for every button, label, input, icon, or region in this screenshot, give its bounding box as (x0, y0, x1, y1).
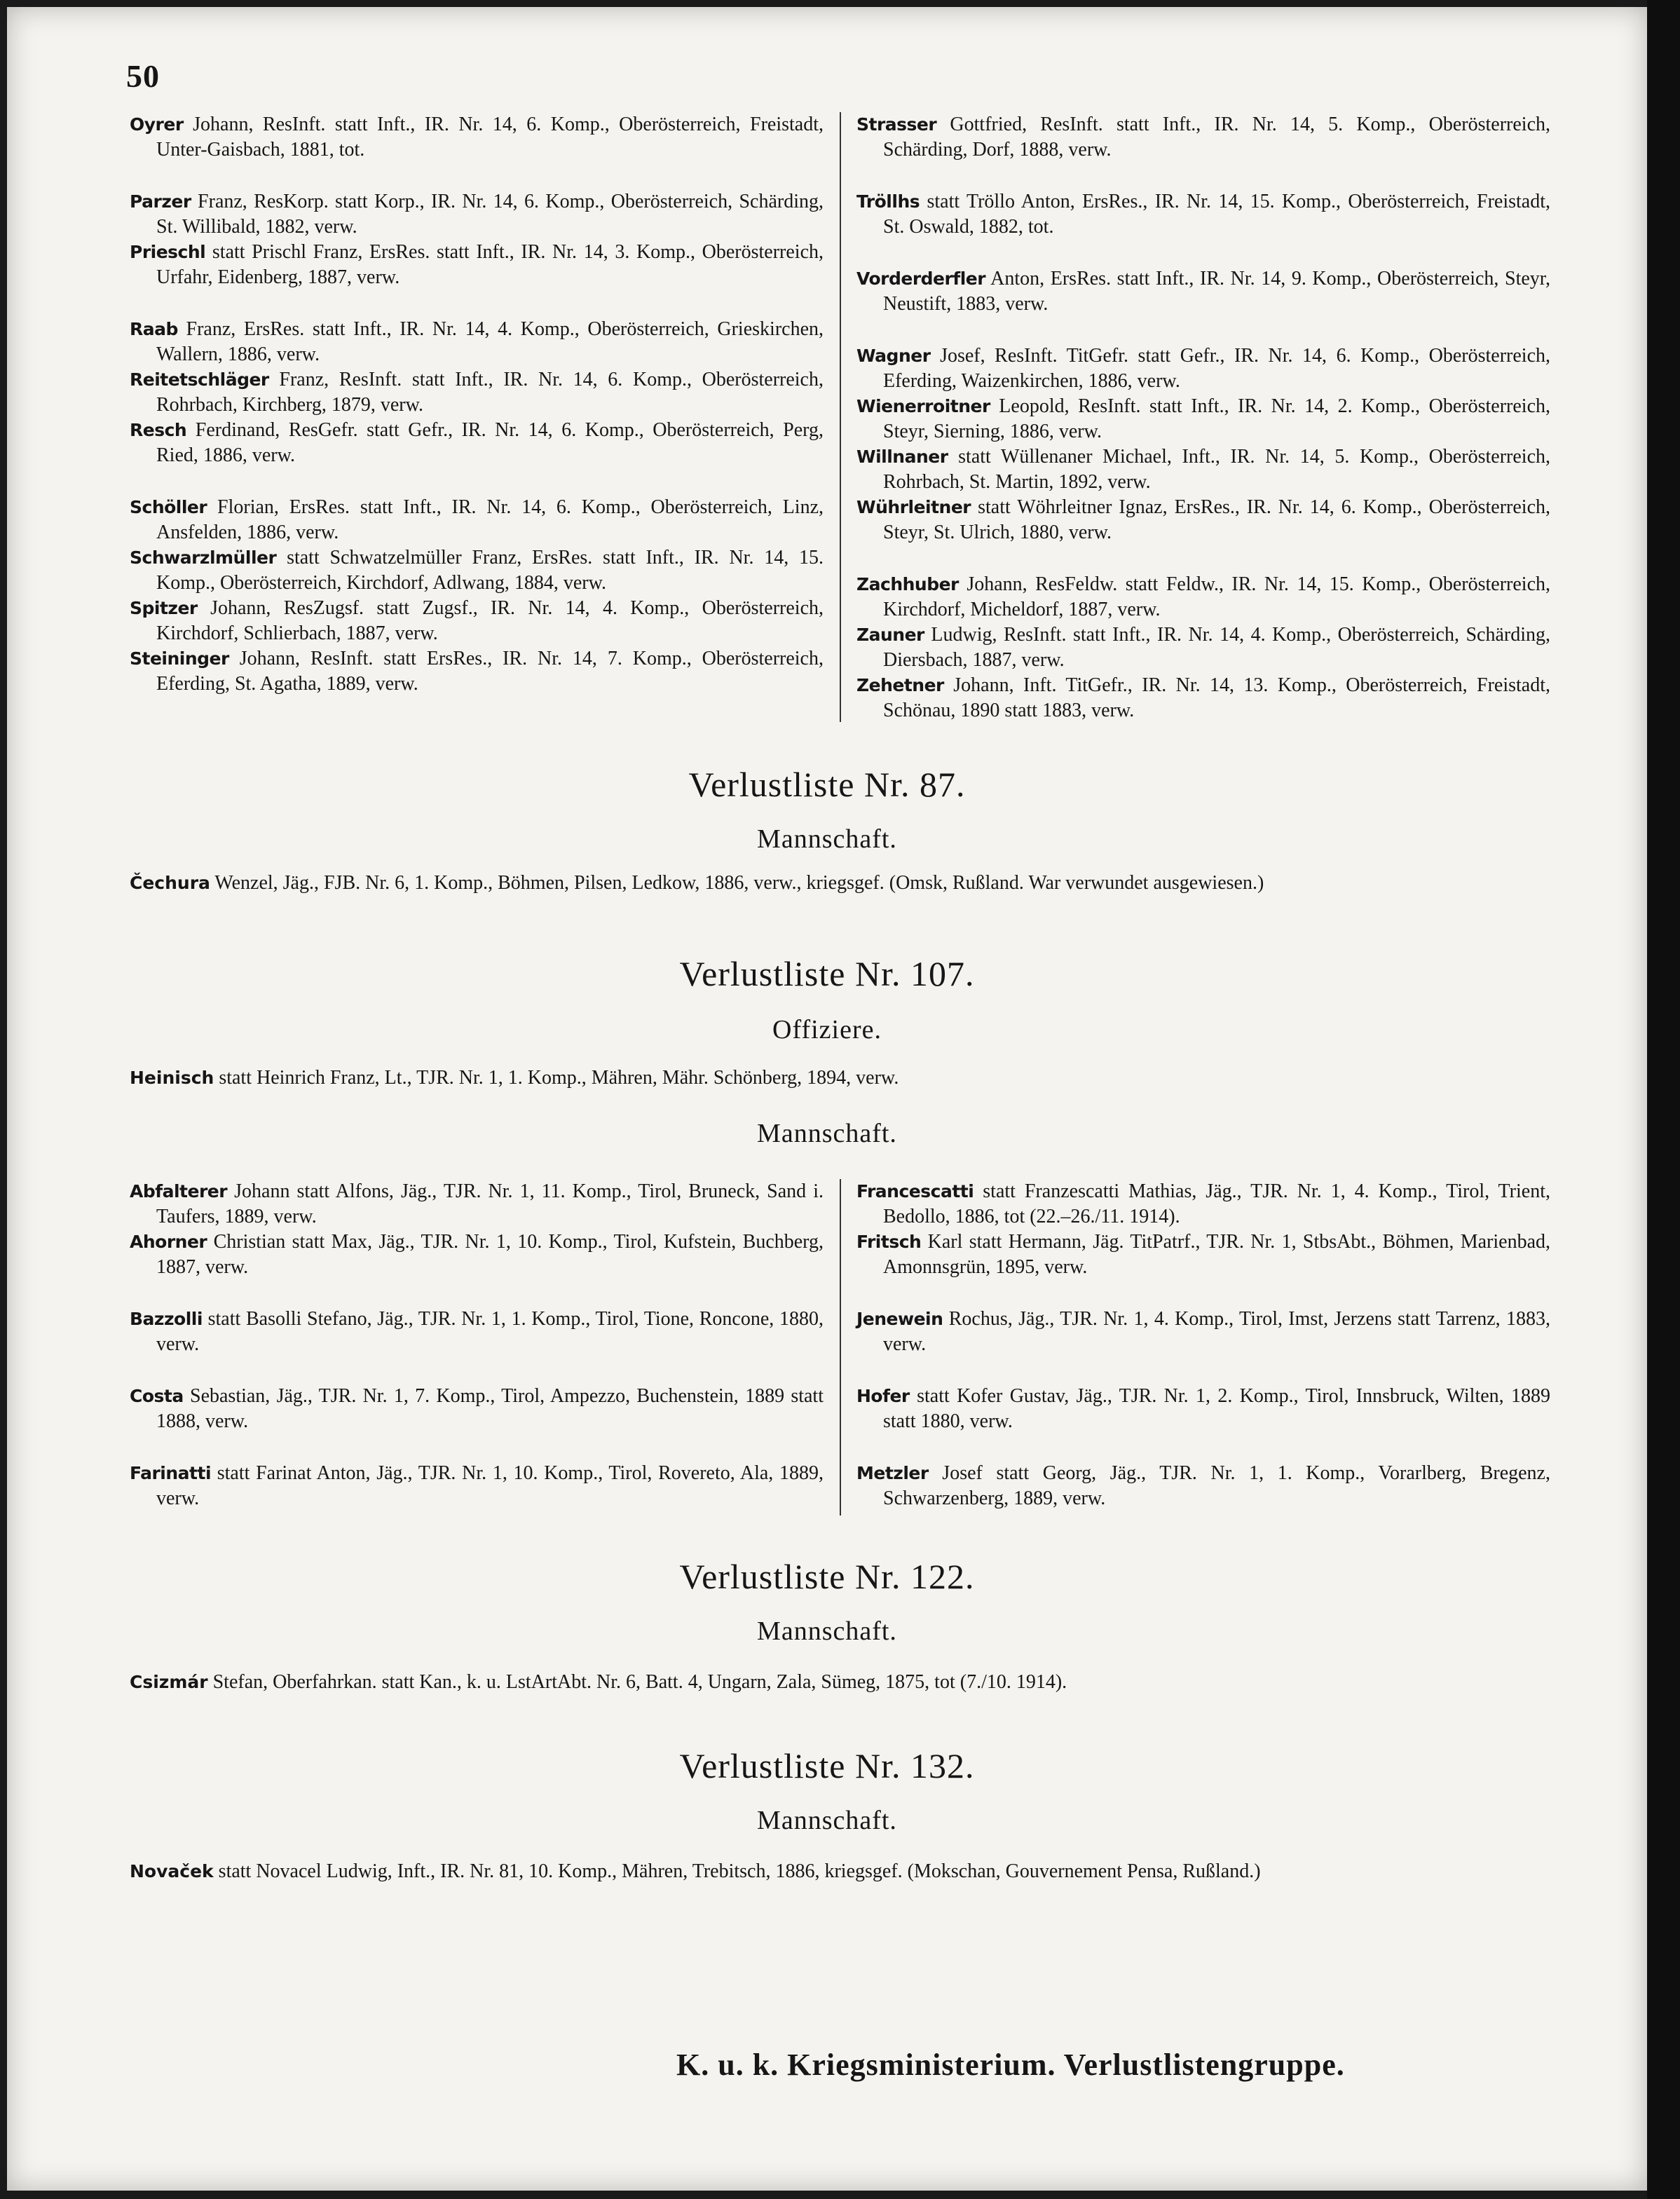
list-item: Francescatti statt Franzescatti Mathias, Jäg., TJR. Nr. 1, 4. Komp., Tirol, Trient, Bedollo, 1886, tot (22.–26./11. 1914). (856, 1180, 1550, 1227)
crew-label-107: Mannschaft. (757, 1119, 897, 1148)
list-item: Metzler Josef statt Georg, Jäg., TJR. Nr. 1, 1. Komp., Vorarlberg, Bregenz, Schwarzenberg, 1889, verw. (856, 1462, 1550, 1509)
list107-right-column (856, 1179, 1550, 1511)
top-left-column (130, 112, 824, 697)
list-item: Prieschl statt Prischl Franz, ErsRes. statt Inft., IR. Nr. 14, 3. Komp., Oberösterreich, Urfahr, Eidenberg, 1887, verw. (130, 241, 824, 288)
section-subtitle-132: Mannschaft. (757, 1806, 897, 1835)
list-item: Heinisch statt Heinrich Franz, Lt., TJR. Nr. 1, 1. Komp., Mähren, Mähr. Schönberg, 1894, verw. (130, 1067, 899, 1089)
list-item: Schwarzlmüller statt Schwatzelmüller Franz, ErsRes. statt Inft., IR. Nr. 14, 15. Komp., Oberösterreich, Kirchdorf, Adlwang, 1884, verw. (130, 547, 824, 594)
list-item: Spitzer Johann, ResZugsf. statt Zugsf., IR. Nr. 14, 4. Komp., Oberösterreich, Kirchdorf, Schlierbach, 1887, verw. (130, 597, 824, 644)
page-number: 50 (126, 58, 160, 94)
section-title-132: Verlustliste Nr. 132. (679, 1746, 975, 1785)
list-item: Steininger Johann, ResInft. statt ErsRes., IR. Nr. 14, 7. Komp., Oberösterreich, Eferding, St. Agatha, 1889, verw. (130, 648, 824, 695)
document-page (7, 7, 1647, 2191)
officers-label: Offiziere. (772, 1015, 882, 1044)
signature: K. u. k. Kriegsministerium. Verlustlistengruppe. (676, 2048, 1345, 2082)
list-item: Strasser Gottfried, ResInft. statt Inft., IR. Nr. 14, 5. Komp., Oberösterreich, Schärding, Dorf, 1888, verw. (856, 114, 1550, 161)
list-item: Hofer statt Kofer Gustav, Jäg., TJR. Nr. 1, 2. Komp., Tirol, Innsbruck, Wilten, 1889 statt 1880, verw. (856, 1385, 1550, 1432)
list-item: Schöller Florian, ErsRes. statt Inft., IR. Nr. 14, 6. Komp., Oberösterreich, Linz, Ansfelden, 1886, verw. (130, 496, 824, 543)
section-subtitle-87: Mannschaft. (757, 824, 897, 854)
list-item: Reitetschläger Franz, ResInft. statt Inft., IR. Nr. 14, 6. Komp., Oberösterreich, Rohrbach, Kirchberg, 1879, verw. (130, 369, 824, 416)
list-item: Wienerroitner Leopold, ResInft. statt Inft., IR. Nr. 14, 2. Komp., Oberösterreich, Steyr, Sierning, 1886, verw. (856, 395, 1550, 442)
section-subtitle-122: Mannschaft. (757, 1616, 897, 1646)
scan-border (1647, 0, 1680, 2199)
list-item: Zauner Ludwig, ResInft. statt Inft., IR. Nr. 14, 4. Komp., Oberösterreich, Schärding, Diersbach, 1887, verw. (856, 624, 1550, 671)
list-item: Abfalterer Johann statt Alfons, Jäg., TJR. Nr. 1, 11. Komp., Tirol, Bruneck, Sand i. Taufers, 1889, verw. (130, 1180, 824, 1227)
list-item: Novaček statt Novacel Ludwig, Inft., IR. Nr. 81, 10. Komp., Mähren, Trebitsch, 1886, kriegsgef. (Mokschan, Gouvernement Pensa, Rußland.) (130, 1860, 1261, 1882)
list-item: Oyrer Johann, ResInft. statt Inft., IR. Nr. 14, 6. Komp., Oberösterreich, Freistadt, Unter-Gaisbach, 1881, tot. (130, 114, 824, 161)
list-item: Farinatti statt Farinat Anton, Jäg., TJR. Nr. 1, 10. Komp., Tirol, Rovereto, Ala, 1889, verw. (130, 1462, 824, 1509)
list-item: Zehetner Johann, Inft. TitGefr., IR. Nr. 14, 13. Komp., Oberösterreich, Freistadt, Schönau, 1890 statt 1883, verw. (856, 674, 1550, 721)
top-right-column (856, 112, 1550, 723)
column-divider (840, 112, 841, 722)
list-item: Parzer Franz, ResKorp. statt Korp., IR. Nr. 14, 6. Komp., Oberösterreich, Schärding, St. Willibald, 1882, verw. (130, 191, 824, 238)
list-item: Zachhuber Johann, ResFeldw. statt Feldw., IR. Nr. 14, 15. Komp., Oberösterreich, Kirchdorf, Micheldorf, 1887, verw. (856, 573, 1550, 620)
list-item: Fritsch Karl statt Hermann, Jäg. TitPatrf., TJR. Nr. 1, StbsAbt., Böhmen, Marienbad, Amonnsgrün, 1895, verw. (856, 1231, 1550, 1278)
section-title-87: Verlustliste Nr. 87. (688, 765, 966, 804)
list-item: Wührleitner statt Wöhrleitner Ignaz, ErsRes., IR. Nr. 14, 6. Komp., Oberösterreich, Steyr, St. Ulrich, 1880, verw. (856, 496, 1550, 543)
list-item: Resch Ferdinand, ResGefr. statt Gefr., IR. Nr. 14, 6. Komp., Oberösterreich, Perg, Ried, 1886, verw. (130, 419, 824, 466)
section-title-107: Verlustliste Nr. 107. (679, 954, 975, 993)
list-item: Csizmár Stefan, Oberfahrkan. statt Kan., k. u. LstArtAbt. Nr. 6, Batt. 4, Ungarn, Zala, Sümeg, 1875, tot (7./10. 1914). (130, 1671, 1067, 1693)
list-item: Vorderderfler Anton, ErsRes. statt Inft., IR. Nr. 14, 9. Komp., Oberösterreich, Steyr, Neustift, 1883, verw. (856, 268, 1550, 315)
section-title-122: Verlustliste Nr. 122. (679, 1557, 975, 1596)
column-divider (840, 1179, 841, 1516)
list-item: Willnaner statt Wüllenaner Michael, Inft., IR. Nr. 14, 5. Komp., Oberösterreich, Rohrbach, St. Martin, 1892, verw. (856, 446, 1550, 493)
list-item: Raab Franz, ErsRes. statt Inft., IR. Nr. 14, 4. Komp., Oberösterreich, Grieskirchen, Wallern, 1886, verw. (130, 318, 824, 365)
list-item: Costa Sebastian, Jäg., TJR. Nr. 1, 7. Komp., Tirol, Ampezzo, Buchenstein, 1889 statt 1888, verw. (130, 1385, 824, 1432)
list-item: Jenewein Rochus, Jäg., TJR. Nr. 1, 4. Komp., Tirol, Imst, Jerzens statt Tarrenz, 1883, verw. (856, 1308, 1550, 1355)
list107-left-column (130, 1179, 824, 1511)
list-item: Bazzolli statt Basolli Stefano, Jäg., TJR. Nr. 1, 1. Komp., Tirol, Tione, Roncone, 1880, verw. (130, 1308, 824, 1355)
list-item: Wagner Josef, ResInft. TitGefr. statt Gefr., IR. Nr. 14, 6. Komp., Oberösterreich, Eferding, Waizenkirchen, 1886, verw. (856, 345, 1550, 392)
list-item: Čechura Wenzel, Jäg., FJB. Nr. 6, 1. Komp., Böhmen, Pilsen, Ledkow, 1886, verw., kriegsgef. (Omsk, Rußland. War verwundet ausgewiesen.) (130, 872, 1264, 894)
list-item: Tröllhs statt Tröllo Anton, ErsRes., IR. Nr. 14, 15. Komp., Oberösterreich, Freistadt, St. Oswald, 1882, tot. (856, 191, 1550, 238)
list-item: Ahorner Christian statt Max, Jäg., TJR. Nr. 1, 10. Komp., Tirol, Kufstein, Buchberg, 1887, verw. (130, 1231, 824, 1278)
